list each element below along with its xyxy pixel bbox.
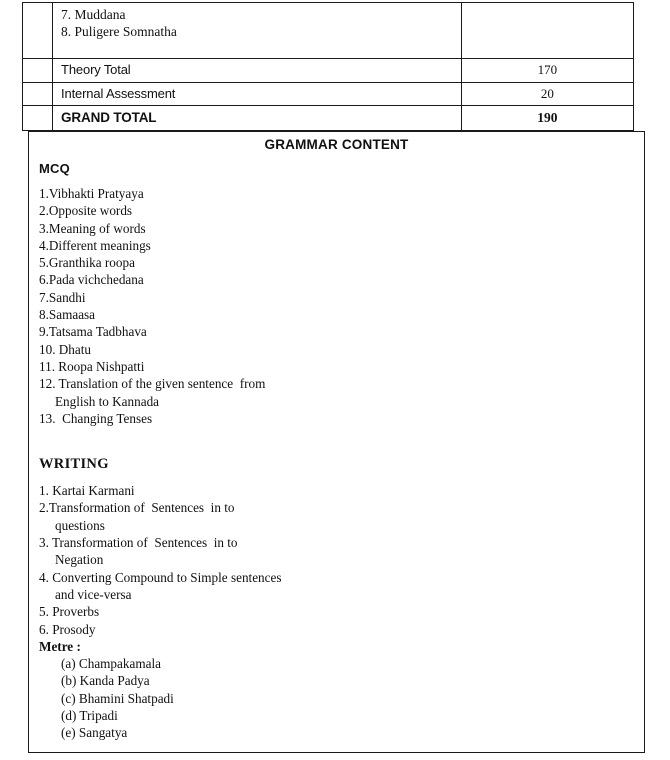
list-item: 3. Transformation of Sentences in to: [39, 535, 238, 551]
list-item: 5. Proverbs: [39, 604, 100, 620]
theory-total-value-cell: [461, 59, 633, 83]
metre-list-item: (a) Champakamala: [61, 656, 161, 672]
mcq-section-heading: MCQ: [39, 161, 70, 176]
grammar-content-title: GRAMMAR CONTENT: [264, 137, 409, 152]
row-index-cell: [23, 106, 53, 130]
list-item: 8.Samaasa: [39, 307, 96, 323]
writing-section-heading: WRITING: [39, 456, 109, 473]
list-item: 1.Vibhakti Pratyaya: [39, 186, 144, 201]
list-item-continuation: and vice-versa: [55, 586, 132, 602]
metre-list-item: (e) Sangatya: [61, 725, 128, 741]
list-item-continuation: English to Kannada: [55, 393, 160, 409]
list-item: 4. Converting Compound to Simple sentences: [39, 569, 282, 585]
list-item: 2.Transformation of Sentences in to: [39, 500, 235, 516]
metre-list-item: (d) Tripadi: [61, 708, 118, 724]
grand-total-value-cell: [461, 106, 633, 130]
list-item: 10. Dhatu: [39, 341, 92, 357]
table-row: [23, 82, 634, 106]
section-spacer: [29, 427, 644, 447]
list-item: 2.Opposite words: [39, 203, 133, 219]
internal-assessment-label-cell: [53, 82, 462, 106]
marks-table: [22, 2, 634, 131]
theory-total-label-cell: [53, 59, 462, 83]
theory-total-value: 170: [537, 62, 558, 77]
poet-marks-cell: [461, 3, 633, 59]
list-item: 4.Different meanings: [39, 237, 151, 253]
list-item: 3.Meaning of words: [39, 220, 146, 236]
poet-entry: 8. Puligere Somnatha: [61, 24, 177, 40]
row-index-cell: [23, 59, 53, 83]
table-row: [23, 106, 634, 130]
internal-assessment-value-cell: [461, 82, 633, 106]
table-row: [23, 3, 634, 59]
list-item: 6.Pada vichchedana: [39, 272, 144, 288]
metre-list-item: (b) Kanda Padya: [61, 673, 150, 689]
writing-item-list: [29, 482, 644, 741]
table-row: [23, 59, 634, 83]
grand-total-value: 190: [537, 110, 558, 126]
metre-list-item: (c) Bhamini Shatpadi: [61, 690, 174, 706]
row-index-cell: [23, 3, 53, 59]
row-index-cell: [23, 82, 53, 106]
list-item: 12. Translation of the given sentence from: [39, 376, 266, 392]
internal-assessment-label: Internal Assessment: [61, 85, 176, 101]
list-item: 5.Granthika roopa: [39, 255, 135, 271]
list-item: 6. Prosody: [39, 621, 96, 637]
list-item: 7.Sandhi: [39, 289, 86, 305]
list-item-continuation: Negation: [55, 552, 104, 568]
poet-list-cell: [53, 3, 462, 59]
grand-total-label: GRAND TOTAL: [61, 110, 157, 126]
list-item: 13. Changing Tenses: [39, 410, 153, 426]
mcq-item-list: [29, 185, 644, 427]
metre-heading: Metre :: [39, 638, 81, 654]
internal-assessment-value: 20: [540, 85, 554, 101]
grammar-content-box: [28, 131, 645, 753]
list-item: 1. Kartai Karmani: [39, 483, 135, 499]
poet-entry: 7. Muddana: [61, 7, 126, 22]
list-item: 11. Roopa Nishpatti: [39, 358, 145, 374]
list-item: 9.Tatsama Tadbhava: [39, 324, 147, 340]
theory-total-label: Theory Total: [61, 62, 131, 77]
grand-total-label-cell: [53, 106, 462, 130]
list-item-continuation: questions: [55, 517, 105, 533]
